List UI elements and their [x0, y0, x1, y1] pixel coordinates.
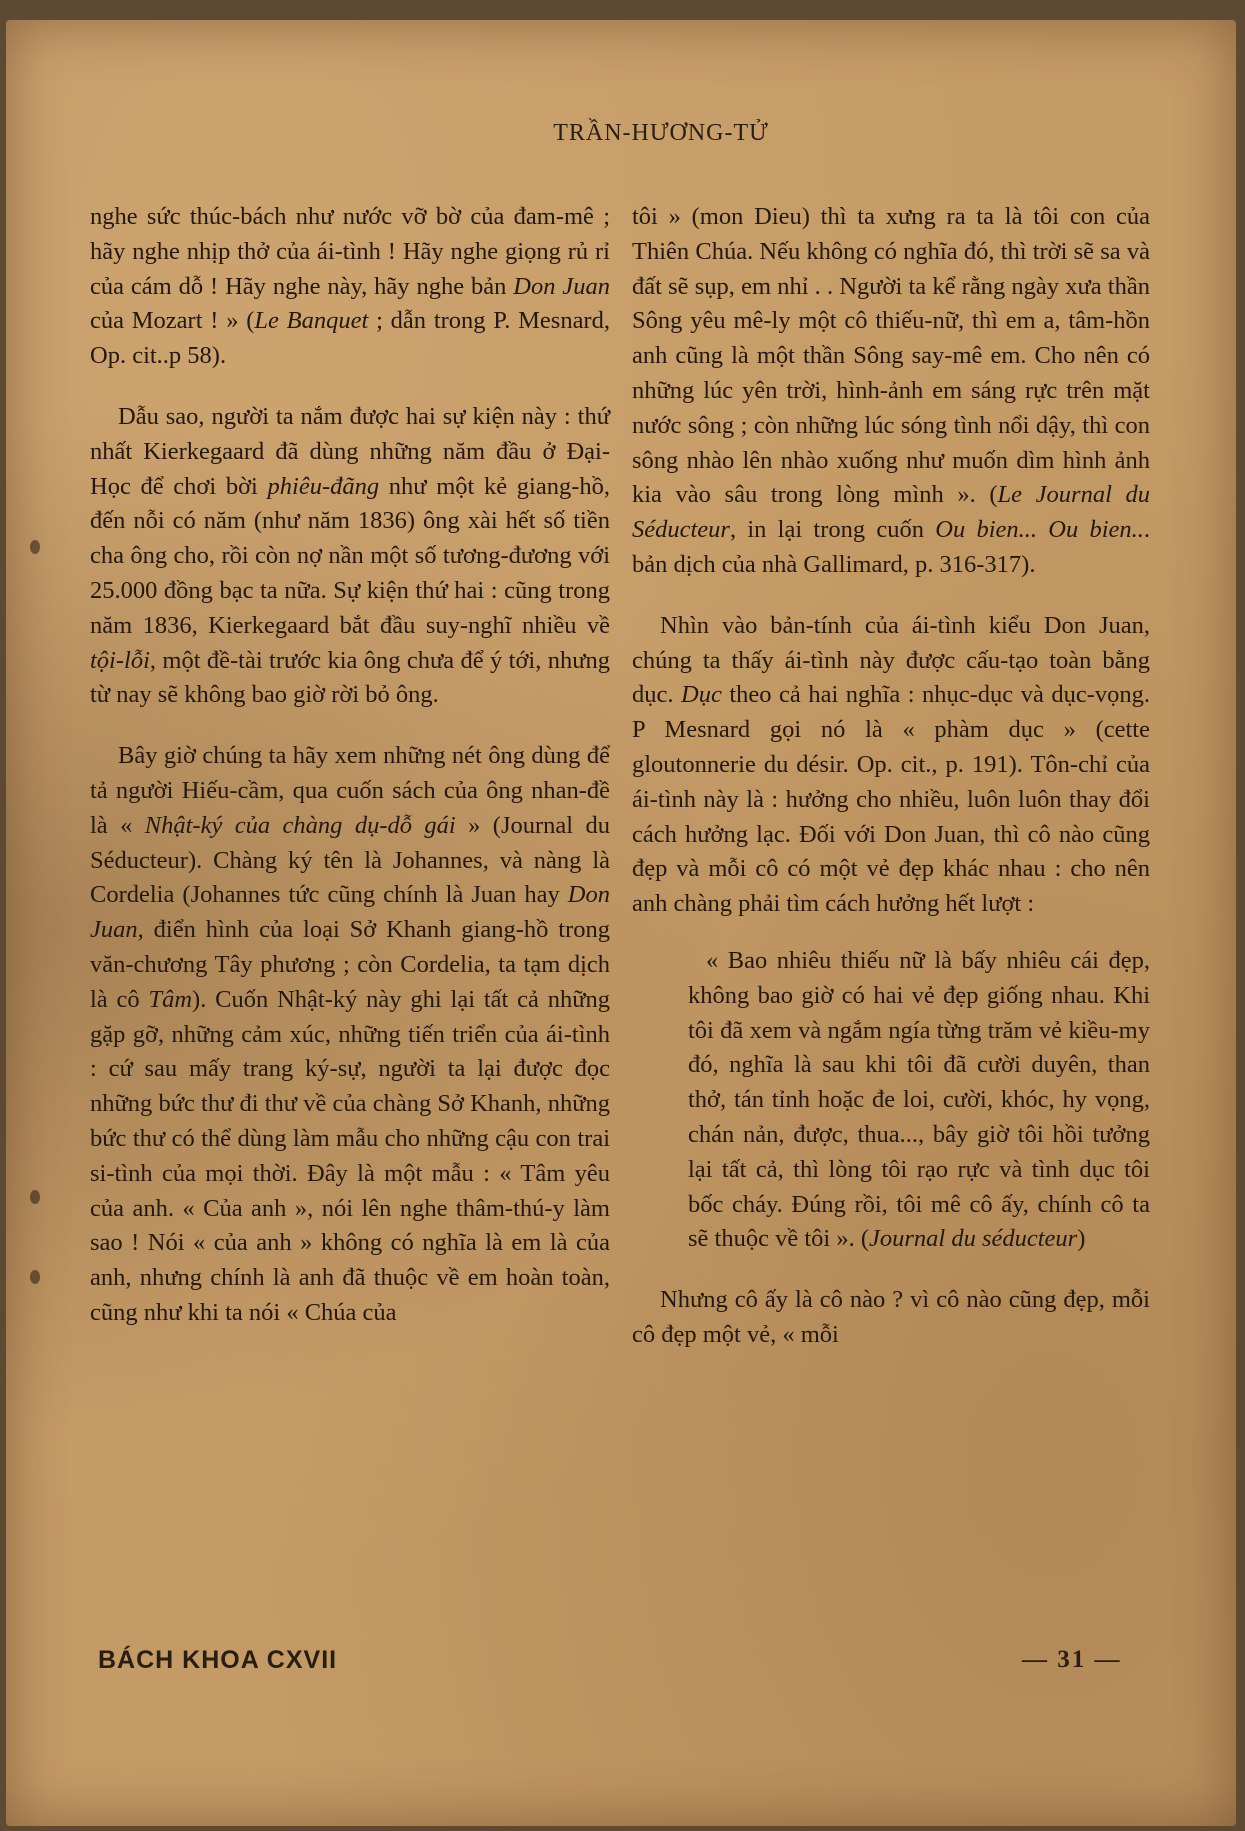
block-quote: « Bao nhiêu thiếu nữ là bấy nhiêu cái đẹp, không bao giờ có hai vẻ đẹp giống nhau. Khi tôi đã xem và ngắm ngía từng trăm vẻ kiều-my đó, nghĩa là sau khi tôi đã cười duyên, than thở, tán tỉnh hoặc đe loi, cười, khóc, hy vọng, chán nản, được, thua..., bây giờ tôi hồi tưởng lại tất cả, thì lòng tôi rạo rực và tình dục tôi bốc cháy. Đúng rồi, tôi mê cô ấy, chính cô ta sẽ thuộc về tôi ». (Journal du séducteur)	[688, 946, 1150, 1253]
paragraph: Dẫu sao, người ta nắm được hai sự kiện này : thứ nhất Kierkegaard đã dùng những năm đầu ở Đại-Học để chơi bời phiêu-đãng như một kẻ giang-hồ, đến nỗi có năm (như năm 1836) ông xài hết số tiền cha ông cho, rồi còn nợ nần một số tương-đương với 25.000 đồng bạc ta nữa. Sự kiện thứ hai : cũng trong năm 1836, Kierkegaard bắt đầu suy-nghĩ nhiều về tội-lỗi, một đề-tài trước kia ông chưa để ý tới, nhưng từ nay sẽ không bao giờ rời bỏ ông.	[90, 402, 611, 709]
paragraph: Nhưng cô ấy là cô nào ? vì cô nào cũng đẹp, mỗi cô đẹp một vẻ, « mỗi	[632, 1286, 1150, 1348]
paragraph: Bây giờ chúng ta hãy xem những nét ông dùng để tả người Hiếu-cầm, qua cuốn sách của ông nhan-đề là « Nhật-ký của chàng dụ-dỗ gái » (Journal du Séducteur). Chàng ký tên là Johannes, và nàng là Cordelia (Johannes tức cũng chính là Juan hay Don Juan, điển hình của loại Sở Khanh giang-hồ trong văn-chương Tây phương ; còn Cordelia, ta tạm dịch là cô Tâm). Cuốn Nhật-ký này ghi lại tất cả những gặp gỡ, những cảm xúc, những tiến triển của ái-tình : cứ sau mấy trang ký-sự, người ta lại được đọc những bức thư đi thư về của chàng Sở Khanh, những bức thư có thể dùng làm mẫu cho những cậu con trai si-tình của mọi thời. Đây là một mẫu : « Tâm yêu của anh. « Của anh », nói lên nghe thâm-thú-y làm sao ! Nói « của anh » không có nghĩa là em là của anh, nhưng chính là anh đã thuộc về em hoàn toàn, cũng như khi ta nói « Chúa của	[90, 742, 611, 1326]
binding-hole	[30, 540, 40, 554]
binding-hole	[30, 1190, 40, 1204]
binding-hole	[30, 1270, 40, 1284]
page-number: — 31 —	[1022, 1646, 1122, 1673]
paragraph: Nhìn vào bản-tính của ái-tình kiểu Don Juan, chúng ta thấy ái-tình này được cấu-tạo toàn bằng dục. Dục theo cả hai nghĩa : nhục-dục và dục-vọng. P Mesnard gọi nó là « phàm dục » (cette gloutonnerie du désir. Op. cit., p. 191). Tôn-chỉ của ái-tình này là : hưởng cho nhiều, luôn luôn thay đổi cách hưởng lạc. Đối với Don Juan, thì cô nào cũng đẹp và mỗi cô có một vẻ đẹp khác nhau : cho nên anh chàng phải tìm cách hưởng hết lượt :	[632, 611, 1150, 918]
left-column	[90, 200, 610, 1331]
paragraph: tôi » (mon Dieu) thì ta xưng ra ta là tôi con của Thiên Chúa. Nếu không có nghĩa đó, thì trời sẽ sa và đất sẽ sụp, em nhỉ . . Người ta kể rằng ngày xưa thần Sông yêu mê-ly một cô thiếu-nữ, thì em a, tâm-hồn anh cũng là một thần Sông say-mê em. Cho nên có những lúc yên trời, hình-ảnh em sáng rực trên mặt nước sông ; còn những lúc sóng tình nổi dậy, thì con sông nhào lên nhào xuống như muốn dìm hình ảnh kia vào sâu trong lòng mình ». (Le Journal du Séducteur, in lại trong cuốn Ou bien... Ou bien... bản dịch của nhà Gallimard, p. 316-317).	[632, 203, 1151, 578]
running-header: TRẦN-HƯƠNG-TỬ	[553, 120, 769, 146]
book-page	[6, 20, 1236, 1826]
magazine-footer: BÁCH KHOA CXVII	[98, 1646, 338, 1674]
right-column	[632, 200, 1150, 1353]
paragraph: nghe sức thúc-bách như nước vỡ bờ của đam-mê ; hãy nghe nhịp thở của ái-tình ! Hãy nghe giọng rủ rỉ của cám dỗ ! Hãy nghe này, hãy nghe bản Don Juan của Mozart ! » (Le Banquet ; dẫn trong P. Mesnard, Op. cit..p 58).	[90, 203, 610, 370]
